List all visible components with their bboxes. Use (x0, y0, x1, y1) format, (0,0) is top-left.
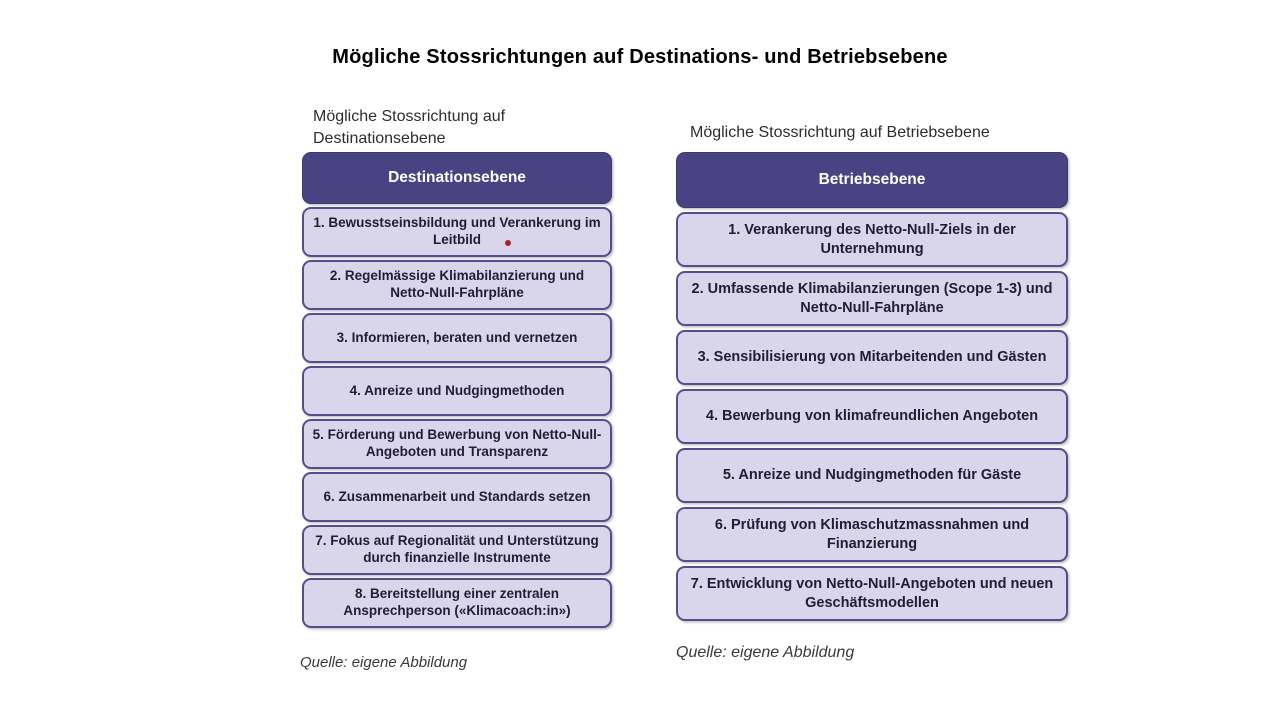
destination-header: Destinationsebene (302, 152, 612, 204)
list-item: 7. Entwicklung von Netto-Null-Angeboten und neuen Geschäftsmodellen (676, 566, 1068, 621)
list-item: 2. Umfassende Klimabilanzierungen (Scope 1-3) und Netto-Null-Fahrpläne (676, 271, 1068, 326)
list-item: 6. Zusammenarbeit und Standards setzen (302, 472, 612, 522)
list-item: 6. Prüfung von Klimaschutzmassnahmen und Finanzierung (676, 507, 1068, 562)
source-caption-right: Quelle: eigene Abbildung (676, 644, 855, 661)
list-item: 1. Verankerung des Netto-Null-Ziels in der Unternehmung (676, 212, 1068, 267)
betrieb-header: Betriebsebene (676, 152, 1068, 208)
page-title: Mögliche Stossrichtungen auf Destinations- und Betriebsebene (332, 46, 948, 68)
list-item: 3. Informieren, beraten und vernetzen (302, 313, 612, 363)
list-item: 4. Bewerbung von klimafreundlichen Angeboten (676, 389, 1068, 444)
list-item: 1. Bewusstseinsbildung und Verankerung im Leitbild (302, 207, 612, 257)
red-dot-mark (505, 240, 511, 246)
list-item: 8. Bereitstellung einer zentralen Ansprechperson («Klimacoach:in») (302, 578, 612, 628)
list-item: 5. Anreize und Nudgingmethoden für Gäste (676, 448, 1068, 503)
list-item: 2. Regelmässige Klimabilanzierung und Netto-Null-Fahrpläne (302, 260, 612, 310)
source-caption-left: Quelle: eigene Abbildung (300, 654, 468, 671)
destination-column-label: Mögliche Stossrichtung auf Destinationsebene (313, 108, 506, 147)
list-item: 5. Förderung und Bewerbung von Netto-Null-Angeboten und Transparenz (302, 419, 612, 469)
betrieb-column-label: Mögliche Stossrichtung auf Betriebsebene (690, 124, 990, 141)
list-item: 3. Sensibilisierung von Mitarbeitenden und Gästen (676, 330, 1068, 385)
list-item: 4. Anreize und Nudgingmethoden (302, 366, 612, 416)
list-item: 7. Fokus auf Regionalität und Unterstützung durch finanzielle Instrumente (302, 525, 612, 575)
destination-column (302, 152, 612, 631)
betrieb-column (676, 152, 1068, 625)
